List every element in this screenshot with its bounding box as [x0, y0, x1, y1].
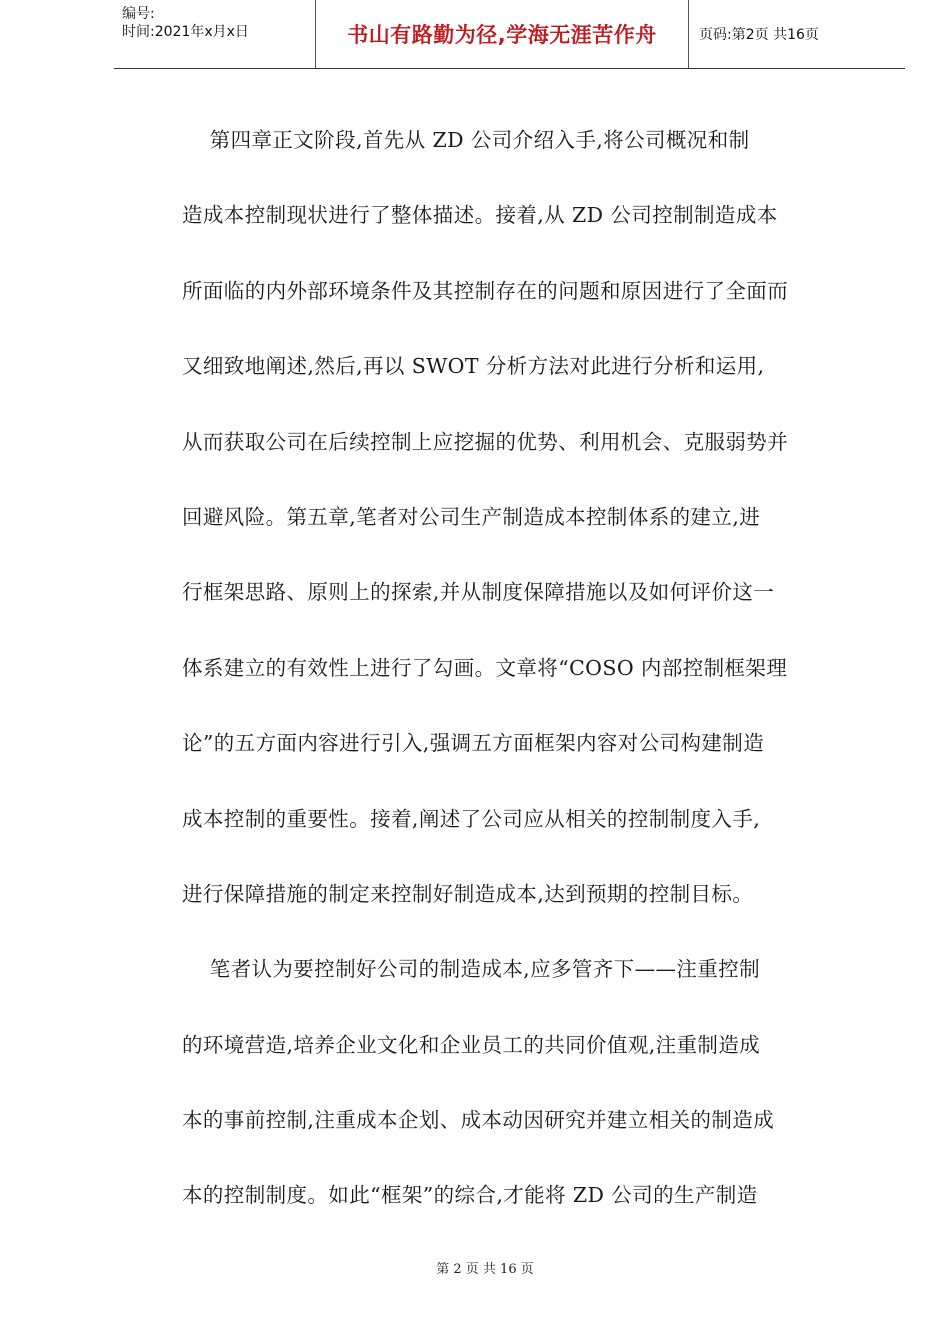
text-line: 论”的五方面内容进行引入,强调五方面框架内容对公司构建制造 — [182, 731, 765, 756]
page-header — [114, 0, 905, 69]
text-line: 成本控制的重要性。接着,阐述了公司应从相关的控制制度入手, — [182, 806, 761, 831]
text-line: 体系建立的有效性上进行了勾画。文章将“COSO 内部控制框架理 — [182, 655, 788, 680]
text-line: 回避风险。第五章,笔者对公司生产制造成本控制体系的建立,进 — [182, 504, 761, 529]
text-line: 又细致地阐述,然后,再以 SWOT 分析方法对此进行分析和运用, — [182, 354, 765, 379]
text-line: 第四章正文阶段,首先从 ZD 公司介绍入手,将公司概况和制 — [182, 128, 750, 152]
text-line: 的环境营造,培养企业文化和企业员工的共同价值观,注重制造成 — [182, 1032, 761, 1057]
document-body — [182, 112, 837, 1243]
footer-page-number: 第 2 页 共 16 页 — [436, 1262, 534, 1277]
text-line: 从而获取公司在后续控制上应挖掘的优势、利用机会、克服弱势并 — [182, 429, 789, 454]
text-line: 所面临的内外部环境条件及其控制存在的问题和原因进行了全面而 — [182, 278, 789, 303]
header-page-info: 页码:第2页 共16页 — [699, 27, 819, 43]
header-page-cell — [689, 0, 905, 68]
text-line: 本的控制制度。如此“框架”的综合,才能将 ZD 公司的生产制造 — [182, 1183, 758, 1208]
text-line: 行框架思路、原则上的探索,并从制度保障措施以及如何评价这一 — [182, 580, 775, 605]
header-motto-cell — [316, 0, 689, 68]
text-line: 造成本控制现状进行了整体描述。接着,从 ZD 公司控制制造成本 — [182, 203, 778, 228]
serial-number-label: 编号: — [122, 6, 155, 22]
date-label: 时间:2021年x月x日 — [122, 24, 249, 40]
header-motto: 书山有路勤为径,学海无涯苦作舟 — [347, 23, 657, 47]
text-line: 进行保障措施的制定来控制好制造成本,达到预期的控制目标。 — [182, 881, 754, 906]
page-footer — [0, 1258, 950, 1277]
text-line: 笔者认为要控制好公司的制造成本,应多管齐下——注重控制 — [182, 957, 760, 982]
text-line: 本的事前控制,注重成本企划、成本动因研究并建立相关的制造成 — [182, 1108, 775, 1133]
header-meta-cell — [114, 0, 316, 68]
